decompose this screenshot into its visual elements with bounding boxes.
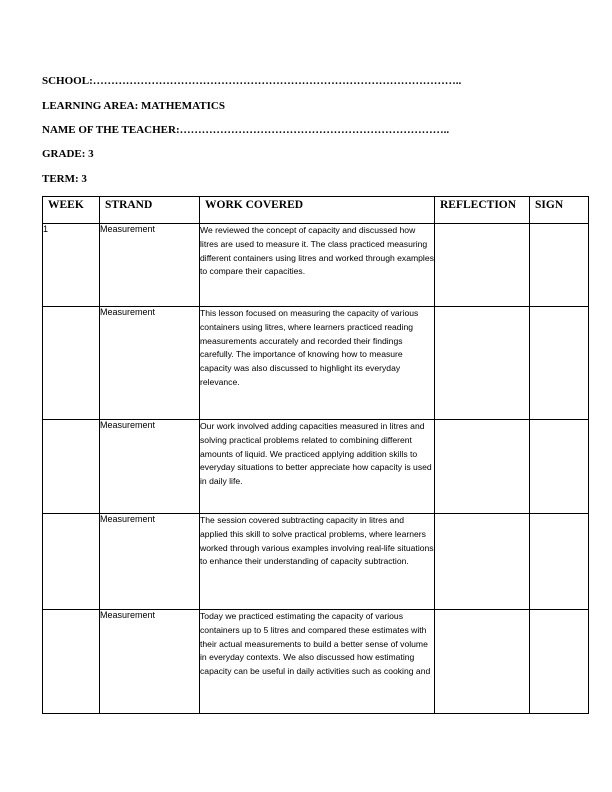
strand-cell: Measurement xyxy=(100,224,200,307)
week-cell xyxy=(43,420,100,514)
term-line: TERM: 3 xyxy=(42,173,87,185)
reflection-cell xyxy=(435,514,530,610)
strand-cell: Measurement xyxy=(100,514,200,610)
sign-cell xyxy=(530,420,589,514)
column-header-sign: SIGN xyxy=(530,197,589,224)
table-row xyxy=(43,420,589,514)
record-of-work-table xyxy=(42,196,589,714)
column-header-week: WEEK xyxy=(43,197,100,224)
table-header-row xyxy=(43,197,589,224)
teacher-name-line: NAME OF THE TEACHER:……………………………………………………………….. xyxy=(42,124,450,136)
work-covered-text: Today we practiced estimating the capacity of various containers up to 5 litres and compared these estimates with their actual measurements to build a better sense of volume in everyday contexts. We also discussed how estimating capacity can be useful in daily activities such as cooking and xyxy=(200,611,431,677)
sign-cell xyxy=(530,307,589,420)
week-cell: 1 xyxy=(43,224,100,307)
sign-cell xyxy=(530,224,589,307)
sign-cell xyxy=(530,514,589,610)
column-header-strand: STRAND xyxy=(100,197,200,224)
sign-cell xyxy=(530,610,589,714)
reflection-cell xyxy=(435,224,530,307)
grade-line: GRADE: 3 xyxy=(42,148,94,160)
week-cell xyxy=(43,610,100,714)
strand-cell: Measurement xyxy=(100,420,200,514)
school-line: SCHOOL:……………………………………………………………………………………….. xyxy=(42,75,462,87)
column-header-reflection: REFLECTION xyxy=(435,197,530,224)
reflection-cell xyxy=(435,307,530,420)
strand-cell: Measurement xyxy=(100,610,200,714)
column-header-work-covered: WORK COVERED xyxy=(200,197,435,224)
learning-area-line: LEARNING AREA: MATHEMATICS xyxy=(42,100,225,112)
work-covered-cell: This lesson focused on measuring the capacity of various containers using litres, where learners practiced reading measurements accurately and recorded their findings carefully. The importance of knowing how to measure capacity was also discussed to highlight its everyday relevance. xyxy=(200,307,435,420)
work-covered-cell xyxy=(200,610,435,714)
week-cell xyxy=(43,307,100,420)
table-row xyxy=(43,514,589,610)
reflection-cell xyxy=(435,610,530,714)
strand-cell: Measurement xyxy=(100,307,200,420)
table-row xyxy=(43,224,589,307)
table-row xyxy=(43,610,589,714)
work-covered-cell: Our work involved adding capacities measured in litres and solving practical problems related to combining different amounts of liquid. We practiced applying addition skills to everyday situations to better appreciate how capacity is used in daily life. xyxy=(200,420,435,514)
work-covered-cell: The session covered subtracting capacity in litres and applied this skill to solve practical problems, where learners worked through various examples involving real-life situations to enhance their understanding of capacity subtraction. xyxy=(200,514,435,610)
table-row xyxy=(43,307,589,420)
week-cell xyxy=(43,514,100,610)
work-covered-cell: We reviewed the concept of capacity and discussed how litres are used to measure it. The class practiced measuring different containers using litres and worked through examples to compare their capacities. xyxy=(200,224,435,307)
reflection-cell xyxy=(435,420,530,514)
